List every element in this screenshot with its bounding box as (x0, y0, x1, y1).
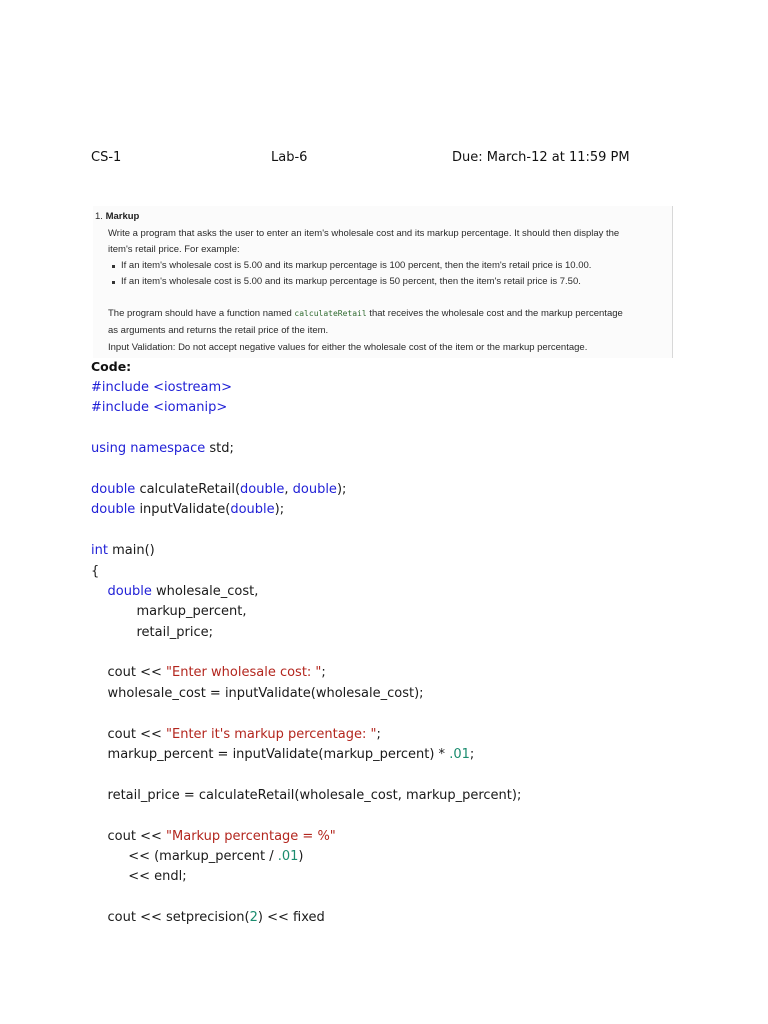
code-line (91, 806, 731, 826)
code-line (91, 623, 731, 643)
lab-label: Lab-6 (271, 150, 308, 165)
function-name: calculateRetail (294, 309, 367, 318)
code-token: .01 (277, 848, 299, 864)
code-token: double (240, 481, 285, 497)
code-line (91, 867, 731, 887)
code-block (91, 378, 731, 929)
due-date-label: Due: March-12 at 11:59 PM (452, 150, 630, 165)
assignment-title-text: Markup (105, 211, 140, 222)
code-token: ) << fixed (257, 910, 325, 926)
code-token: 2 (249, 910, 258, 926)
code-token: "Markup percentage = %" (166, 828, 336, 844)
code-line (91, 765, 731, 785)
code-token: "Enter wholesale cost: " (166, 665, 322, 681)
code-line (91, 786, 731, 806)
code-token: main() (107, 543, 155, 559)
code-line (91, 500, 731, 520)
code-token: double (91, 481, 136, 497)
course-label: CS-1 (91, 150, 122, 165)
code-token: , (284, 481, 293, 497)
code-token: ; (469, 747, 475, 763)
assignment-validation: Input Validation: Do not accept negative values for either the wholesale cost of the item or the markup percentage. (108, 342, 588, 353)
code-token: cout << setprecision( (91, 910, 250, 926)
code-line (91, 419, 731, 439)
function-line-suffix: that receives the wholesale cost and the markup percentage (366, 308, 623, 319)
code-line (91, 541, 731, 561)
code-line (91, 439, 731, 459)
code-token: #include <iostream> (91, 380, 233, 395)
assignment-bullet-text: If an item's wholesale cost is 5.00 and its markup percentage is 100 percent, then the item's retail price is 10.00. (121, 260, 592, 271)
code-line (91, 847, 731, 867)
code-token: std; (205, 441, 234, 457)
code-token: double (292, 481, 337, 497)
code-line (91, 398, 731, 418)
code-heading: Code: (91, 359, 132, 374)
document-header (91, 150, 691, 170)
code-token: int (91, 543, 108, 559)
code-line (91, 725, 731, 745)
code-token: { (91, 563, 100, 579)
assignment-line: item's retail price. For example: (108, 244, 240, 255)
code-token: calculateRetail( (135, 481, 241, 497)
code-token: wholesale_cost, (151, 583, 259, 599)
assignment-line: Write a program that asks the user to enter an item's wholesale cost and its markup percentage. It should then display the (108, 228, 620, 239)
code-token: double (91, 502, 136, 518)
code-token: retail_price = calculateRetail(wholesale_cost, markup_percent); (91, 787, 522, 803)
code-token: cout << (91, 828, 167, 844)
code-token: wholesale_cost = inputValidate(wholesale_cost); (91, 685, 424, 701)
code-line (91, 602, 731, 622)
code-token: cout << (91, 665, 167, 681)
assignment-bullet (115, 276, 581, 288)
code-token: cout << (91, 726, 167, 742)
code-token: using namespace (91, 441, 206, 457)
code-token: ); (336, 481, 347, 497)
code-line (91, 582, 731, 602)
code-token: markup_percent, (91, 604, 247, 620)
code-token: << (markup_percent / (91, 848, 278, 864)
code-line (91, 704, 731, 724)
code-token: inputValidate( (135, 502, 231, 518)
code-token (91, 584, 108, 599)
code-line (91, 643, 731, 663)
code-line (91, 460, 731, 480)
code-line (91, 745, 731, 765)
code-token: ; (321, 665, 326, 681)
code-token: ) (298, 848, 304, 864)
code-line (91, 480, 731, 500)
code-token: markup_percent = inputValidate(markup_percent) * (91, 747, 450, 763)
assignment-bullet (115, 260, 591, 272)
assignment-function-line (108, 308, 623, 320)
assignment-bullet-text: If an item's wholesale cost is 5.00 and its markup percentage is 50 percent, then the item's retail price is 7.50. (121, 276, 581, 287)
function-line-prefix: The program should have a function named (108, 308, 295, 319)
code-token: "Enter it's markup percentage: " (166, 726, 377, 742)
code-token: retail_price; (91, 624, 214, 640)
code-line (91, 378, 731, 398)
code-line (91, 827, 731, 847)
assignment-excerpt (93, 206, 673, 358)
code-token: double (107, 583, 152, 599)
code-line (91, 521, 731, 541)
code-token: ); (274, 502, 285, 518)
code-line (91, 562, 731, 582)
assignment-title (95, 211, 139, 222)
code-line (91, 684, 731, 704)
assignment-number: 1. (95, 211, 103, 222)
code-line (91, 888, 731, 908)
code-token: ; (376, 726, 381, 742)
code-token: << endl; (91, 869, 187, 885)
code-token: double (230, 502, 275, 518)
code-line (91, 908, 731, 928)
code-token: #include <iomanip> (91, 400, 228, 416)
assignment-line: as arguments and returns the retail price of the item. (108, 325, 329, 336)
code-line (91, 663, 731, 683)
code-token: .01 (449, 747, 470, 763)
